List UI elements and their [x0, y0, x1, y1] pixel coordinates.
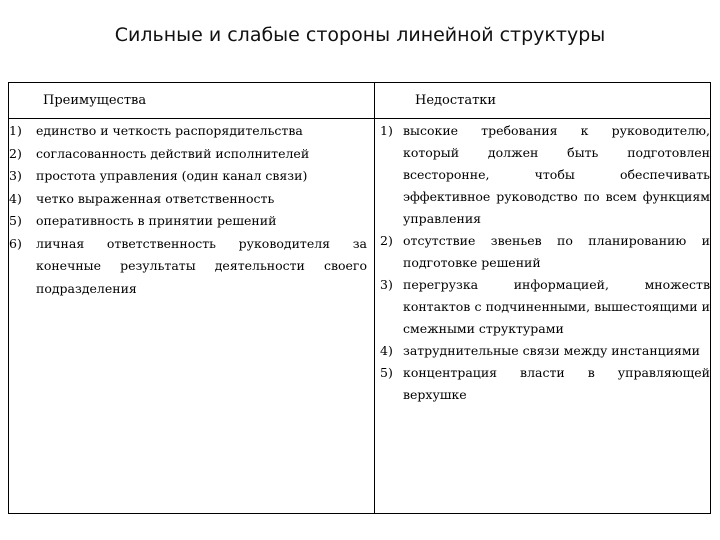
- list-item: [9, 233, 367, 301]
- item-number: 3): [380, 277, 393, 292]
- item-text: высокие требования к руководителю, который должен быть подготовлен всесторонне, чтобы обеспечивать эффективное руководство по всем функциям управления: [403, 123, 710, 226]
- item-number: 2): [9, 145, 22, 161]
- list-item: [9, 210, 367, 233]
- item-text: согласованность действий исполнителей: [36, 145, 310, 161]
- item-text: перегрузка информацией, множеств контактов с подчиненными, вышестоящими и смежными структурами: [403, 277, 710, 336]
- page-title: Сильные и слабые стороны линейной структуры: [114, 24, 606, 46]
- item-number: 2): [380, 233, 393, 248]
- column-divider: [374, 83, 375, 513]
- disadvantages-list: [376, 120, 710, 406]
- item-text: простота управления (один канал связи): [36, 168, 308, 183]
- list-item: [376, 274, 710, 340]
- list-item: [376, 120, 710, 230]
- item-number: 6): [9, 235, 22, 251]
- item-number: 4): [380, 343, 393, 358]
- item-number: 1): [9, 123, 22, 138]
- advantages-header: Преимущества: [43, 93, 147, 108]
- item-text: концентрация власти в управляющей верхушке: [403, 365, 710, 402]
- list-item: [376, 362, 710, 406]
- list-item: [376, 230, 710, 274]
- list-item: [9, 143, 367, 166]
- list-item: [376, 340, 710, 362]
- item-number: 5): [380, 365, 393, 380]
- list-item: [9, 120, 367, 143]
- item-text: четко выраженная ответственность: [36, 190, 275, 206]
- disadvantages-header: Недостатки: [415, 93, 497, 108]
- advantages-list: [9, 120, 367, 300]
- list-item: [9, 165, 367, 188]
- item-text: отсутствие звеньев по планированию и подготовке решений: [403, 233, 710, 270]
- item-number: 3): [9, 168, 22, 183]
- item-number: 1): [380, 123, 393, 138]
- item-number: 4): [9, 190, 22, 206]
- item-text: личная ответственность руководителя за конечные результаты деятельности своего подразделения: [36, 235, 367, 296]
- item-number: 5): [9, 213, 22, 228]
- item-text: оперативность в принятии решений: [36, 213, 277, 228]
- item-text: единство и четкость распорядительства: [36, 123, 303, 138]
- list-item: [9, 188, 367, 211]
- header-divider: [9, 118, 710, 119]
- comparison-table: [8, 82, 711, 514]
- item-text: затруднительные связи между инстанциями: [403, 343, 700, 358]
